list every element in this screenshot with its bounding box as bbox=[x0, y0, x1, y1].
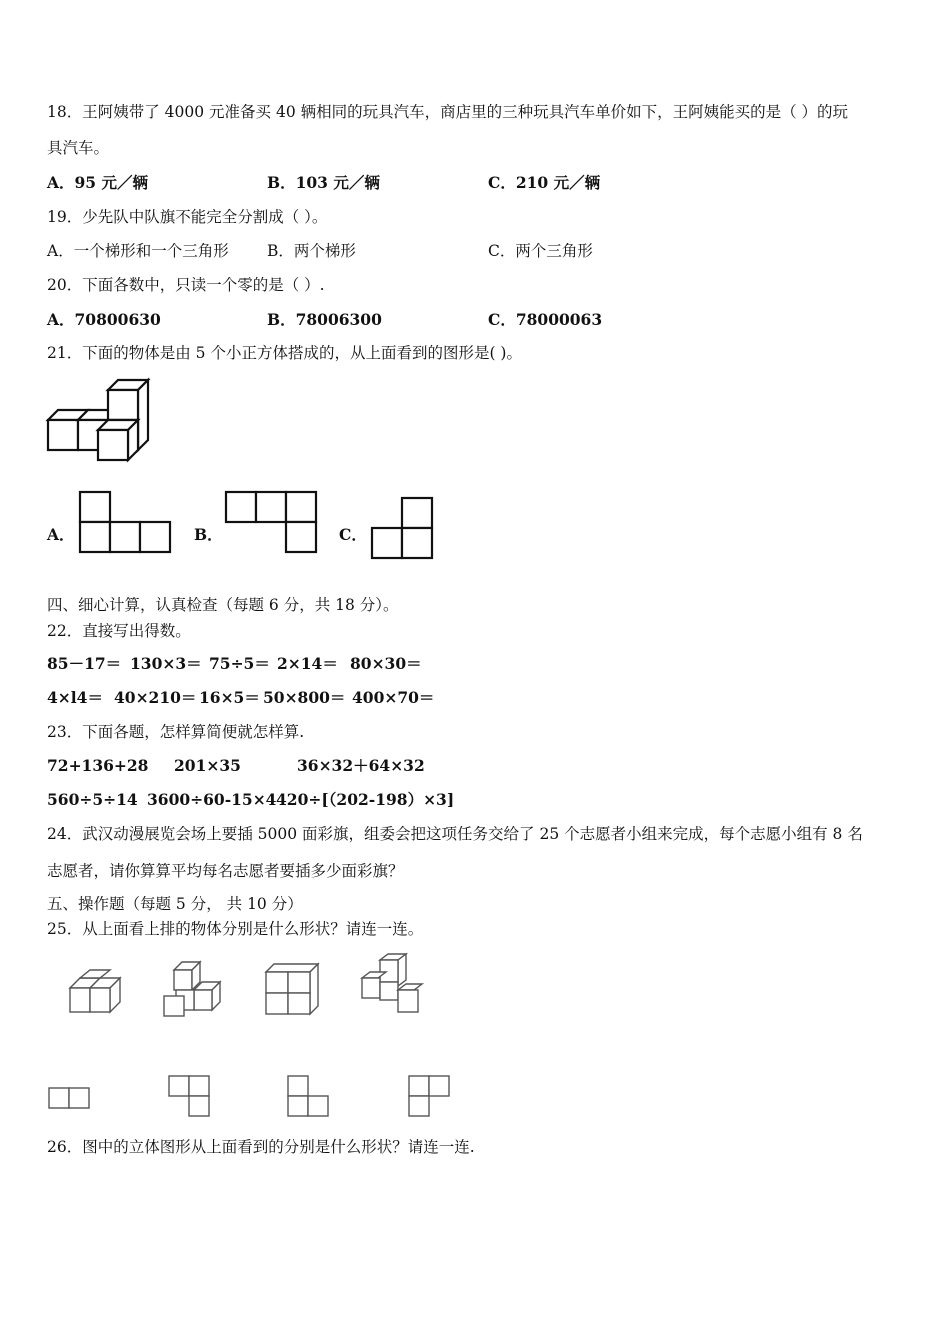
q25-view-1[interactable] bbox=[47, 1086, 91, 1110]
q21-option-b-figure[interactable] bbox=[224, 490, 318, 554]
q21-option-c-figure[interactable] bbox=[370, 496, 436, 560]
q22-expr: 75÷5＝ bbox=[209, 654, 270, 673]
section4-title: 四、细心计算，认真检查（每题 6 分，共 18 分）。 bbox=[47, 596, 399, 614]
q18-option-c[interactable]: C．210 元／辆 bbox=[488, 173, 601, 192]
q20-option-c[interactable]: C．78000063 bbox=[488, 310, 603, 329]
q25-view-2[interactable] bbox=[167, 1074, 211, 1118]
q21-cube-object bbox=[46, 378, 156, 468]
q22-expr: 400×70＝ bbox=[352, 688, 435, 707]
q26-text: 26．图中的立体图形从上面看到的分别是什么形状？请连一连. bbox=[47, 1138, 475, 1156]
q22-expr: 85－17＝ bbox=[47, 654, 122, 673]
q23-expr: 72+136+28 bbox=[47, 756, 149, 775]
q22-expr: 40×210＝ bbox=[114, 688, 197, 707]
q22-expr: 50×800＝ bbox=[263, 688, 346, 707]
q18-text-line2: 具汽车。 bbox=[47, 139, 110, 157]
q25-object-3[interactable] bbox=[264, 962, 322, 1018]
q24-text-line2: 志愿者，请你算算平均每名志愿者要插多少面彩旗？ bbox=[47, 862, 404, 880]
q25-object-2[interactable] bbox=[162, 960, 224, 1018]
q19-option-c[interactable]: C．两个三角形 bbox=[488, 242, 593, 260]
q21-text: 21．下面的物体是由 5 个小正方体搭成的，从上面看到的图形是( )。 bbox=[47, 344, 522, 362]
q20-option-b[interactable]: B．78006300 bbox=[267, 310, 382, 329]
q25-object-4[interactable] bbox=[358, 952, 424, 1016]
q23-expr: 560÷5÷14 bbox=[47, 790, 138, 809]
q20-text: 20．下面各数中，只读一个零的是（ ）. bbox=[47, 276, 325, 294]
q22-expr: 16×5＝ bbox=[199, 688, 260, 707]
q22-expr: 130×3＝ bbox=[130, 654, 202, 673]
q22-text: 22．直接写出得数。 bbox=[47, 622, 191, 640]
q25-view-4[interactable] bbox=[407, 1074, 451, 1118]
q22-expr: 2×14＝ bbox=[277, 654, 338, 673]
q25-view-3[interactable] bbox=[286, 1074, 330, 1118]
q24-text-line1: 24．武汉动漫展览会场上要插 5000 面彩旗，组委会把这项任务交给了 25 个志愿者小组来完成，每个志愿小组有 8 名 bbox=[47, 825, 863, 843]
q23-text: 23．下面各题，怎样算简便就怎样算. bbox=[47, 723, 305, 741]
q21-option-a[interactable]: A． bbox=[47, 525, 75, 544]
q18-option-b[interactable]: B．103 元／辆 bbox=[267, 173, 380, 192]
q25-text: 25．从上面看上排的物体分别是什么形状？请连一连。 bbox=[47, 920, 424, 938]
q21-option-b[interactable]: B． bbox=[194, 525, 223, 544]
q23-expr: 36×32＋64×32 bbox=[297, 756, 425, 775]
q19-option-b[interactable]: B．两个梯形 bbox=[267, 242, 356, 260]
q20-option-a[interactable]: A．70800630 bbox=[47, 310, 161, 329]
q23-expr: 201×35 bbox=[174, 756, 241, 775]
q21-option-c[interactable]: C． bbox=[339, 525, 367, 544]
q19-option-a[interactable]: A．一个梯形和一个三角形 bbox=[47, 242, 229, 260]
q18-text-line1: 18．王阿姨带了 4000 元准备买 40 辆相同的玩具汽车，商店里的三种玩具汽车单价如下，王阿姨能买的是（ ）的玩 bbox=[47, 103, 849, 121]
q25-object-1[interactable] bbox=[68, 970, 124, 1016]
q22-expr: 80×30＝ bbox=[350, 654, 422, 673]
q22-expr: 4×l4＝ bbox=[47, 688, 103, 707]
q21-option-a-figure[interactable] bbox=[78, 490, 172, 554]
q18-option-a[interactable]: A．95 元／辆 bbox=[47, 173, 148, 192]
section5-title: 五、操作题（每题 5 分， 共 10 分） bbox=[47, 895, 303, 913]
q19-text: 19．少先队中队旗不能完全分割成（ ）。 bbox=[47, 208, 328, 226]
q23-expr: 420÷[（202-198）×3] bbox=[276, 790, 455, 809]
q23-expr: 3600÷60-15×4 bbox=[147, 790, 277, 809]
